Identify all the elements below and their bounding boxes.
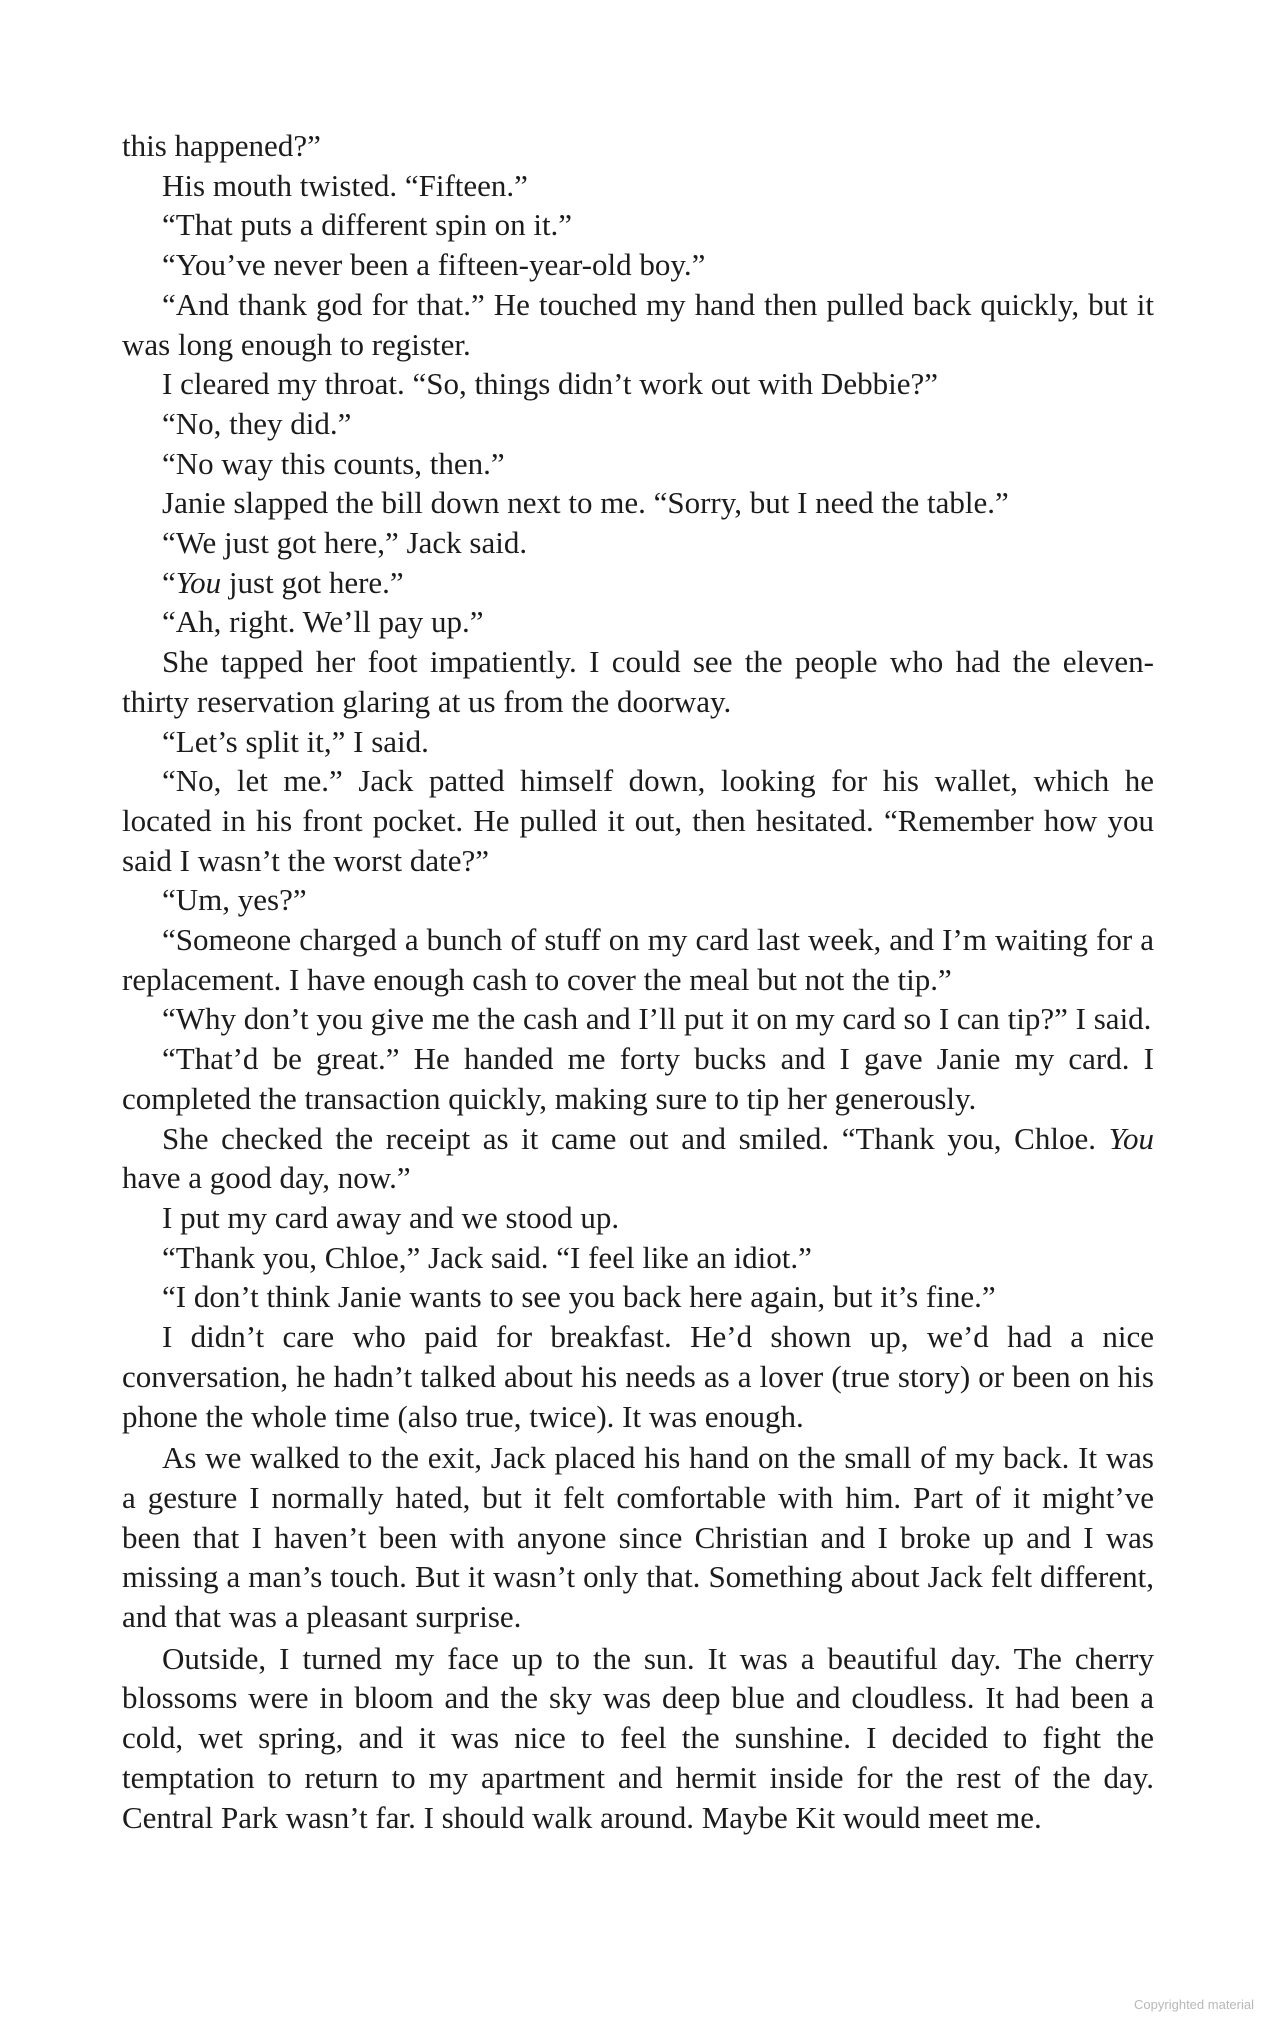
copyright-notice: Copyrighted material [1134,1997,1254,2012]
paragraph: Janie slapped the bill down next to me. “Sorry, but I need the table.” [162,485,1009,521]
paragraph: “No, they did.” [162,405,352,441]
italic-text: You [175,564,222,600]
paragraph: “That’d be great.” He handed me forty bucks and I gave Janie my card. I completed the transaction quickly, making sure to tip her generously. [122,1041,1154,1116]
paragraph [122,1119,1154,1198]
text-run: just got here.” [221,564,404,600]
paragraph: She tapped her foot impatiently. I could see the people who had the eleven-thirty reservation glaring at us from the doorway. [122,644,1154,719]
paragraph: “Why don’t you give me the cash and I’ll put it on my card so I can tip?” I said. [162,1001,1152,1037]
paragraph: “Thank you, Chloe,” Jack said. “I feel like an idiot.” [162,1239,812,1275]
paragraph: I cleared my throat. “So, things didn’t work out with Debbie?” [162,366,938,402]
text-run: have a good day, now.” [122,1160,411,1196]
paragraph: “I don’t think Janie wants to see you back here again, but it’s fine.” [162,1279,996,1315]
italic-text: You [1108,1120,1154,1156]
book-page-text [122,126,1154,1837]
paragraph: I didn’t care who paid for breakfast. He’d shown up, we’d had a nice conversation, he hadn’t talked about his needs as a lover (true story) or been on his phone the whole time (also true, twice). It was enough. [122,1319,1154,1434]
paragraph: “Let’s split it,” I said. [162,723,429,759]
paragraph: “That puts a different spin on it.” [162,207,573,243]
paragraph: As we walked to the exit, Jack placed his hand on the small of my back. It was a gesture I normally hated, but it felt comfortable with him. Part of it might’ve been that I haven’t been with anyone since Christian and I broke up and I was missing a man’s touch. But it wasn’t only that. Something about Jack felt different, and that was a pleasant surprise. [122,1440,1154,1635]
paragraph: “Someone charged a bunch of stuff on my card last week, and I’m waiting for a replacement. I have enough cash to cover the meal but not the tip.” [122,922,1154,997]
paragraph: “We just got here,” Jack said. [162,525,528,561]
paragraph: “Ah, right. We’ll pay up.” [162,604,484,640]
paragraph [122,563,1154,603]
text-run: She checked the receipt as it came out and smiled. “Thank you, Chloe. [162,1120,1109,1156]
paragraph: “No way this counts, then.” [162,445,505,481]
paragraph: this happened?” [122,128,321,163]
text-run: “ [162,564,176,600]
paragraph: I put my card away and we stood up. [162,1199,620,1235]
paragraph: “And thank god for that.” He touched my hand then pulled back quickly, but it was long enough to register. [122,286,1154,362]
paragraph: “No, let me.” Jack patted himself down, looking for his wallet, which he located in his front pocket. He pulled it out, then hesitated. “Remember how you said I wasn’t the worst date?” [122,763,1154,878]
paragraph: “You’ve never been a fifteen-year-old boy.” [162,247,706,283]
paragraph: Outside, I turned my face up to the sun. It was a beautiful day. The cherry blossoms were in bloom and the sky was deep blue and cloudless. It had been a cold, wet spring, and it was nice to feel the sunshine. I decided to fight the temptation to return to my apartment and hermit inside for the rest of the day. Central Park wasn’t far. I should walk around. Maybe Kit would meet me. [122,1640,1154,1835]
paragraph: His mouth twisted. “Fifteen.” [162,167,528,203]
paragraph: “Um, yes?” [162,882,307,918]
